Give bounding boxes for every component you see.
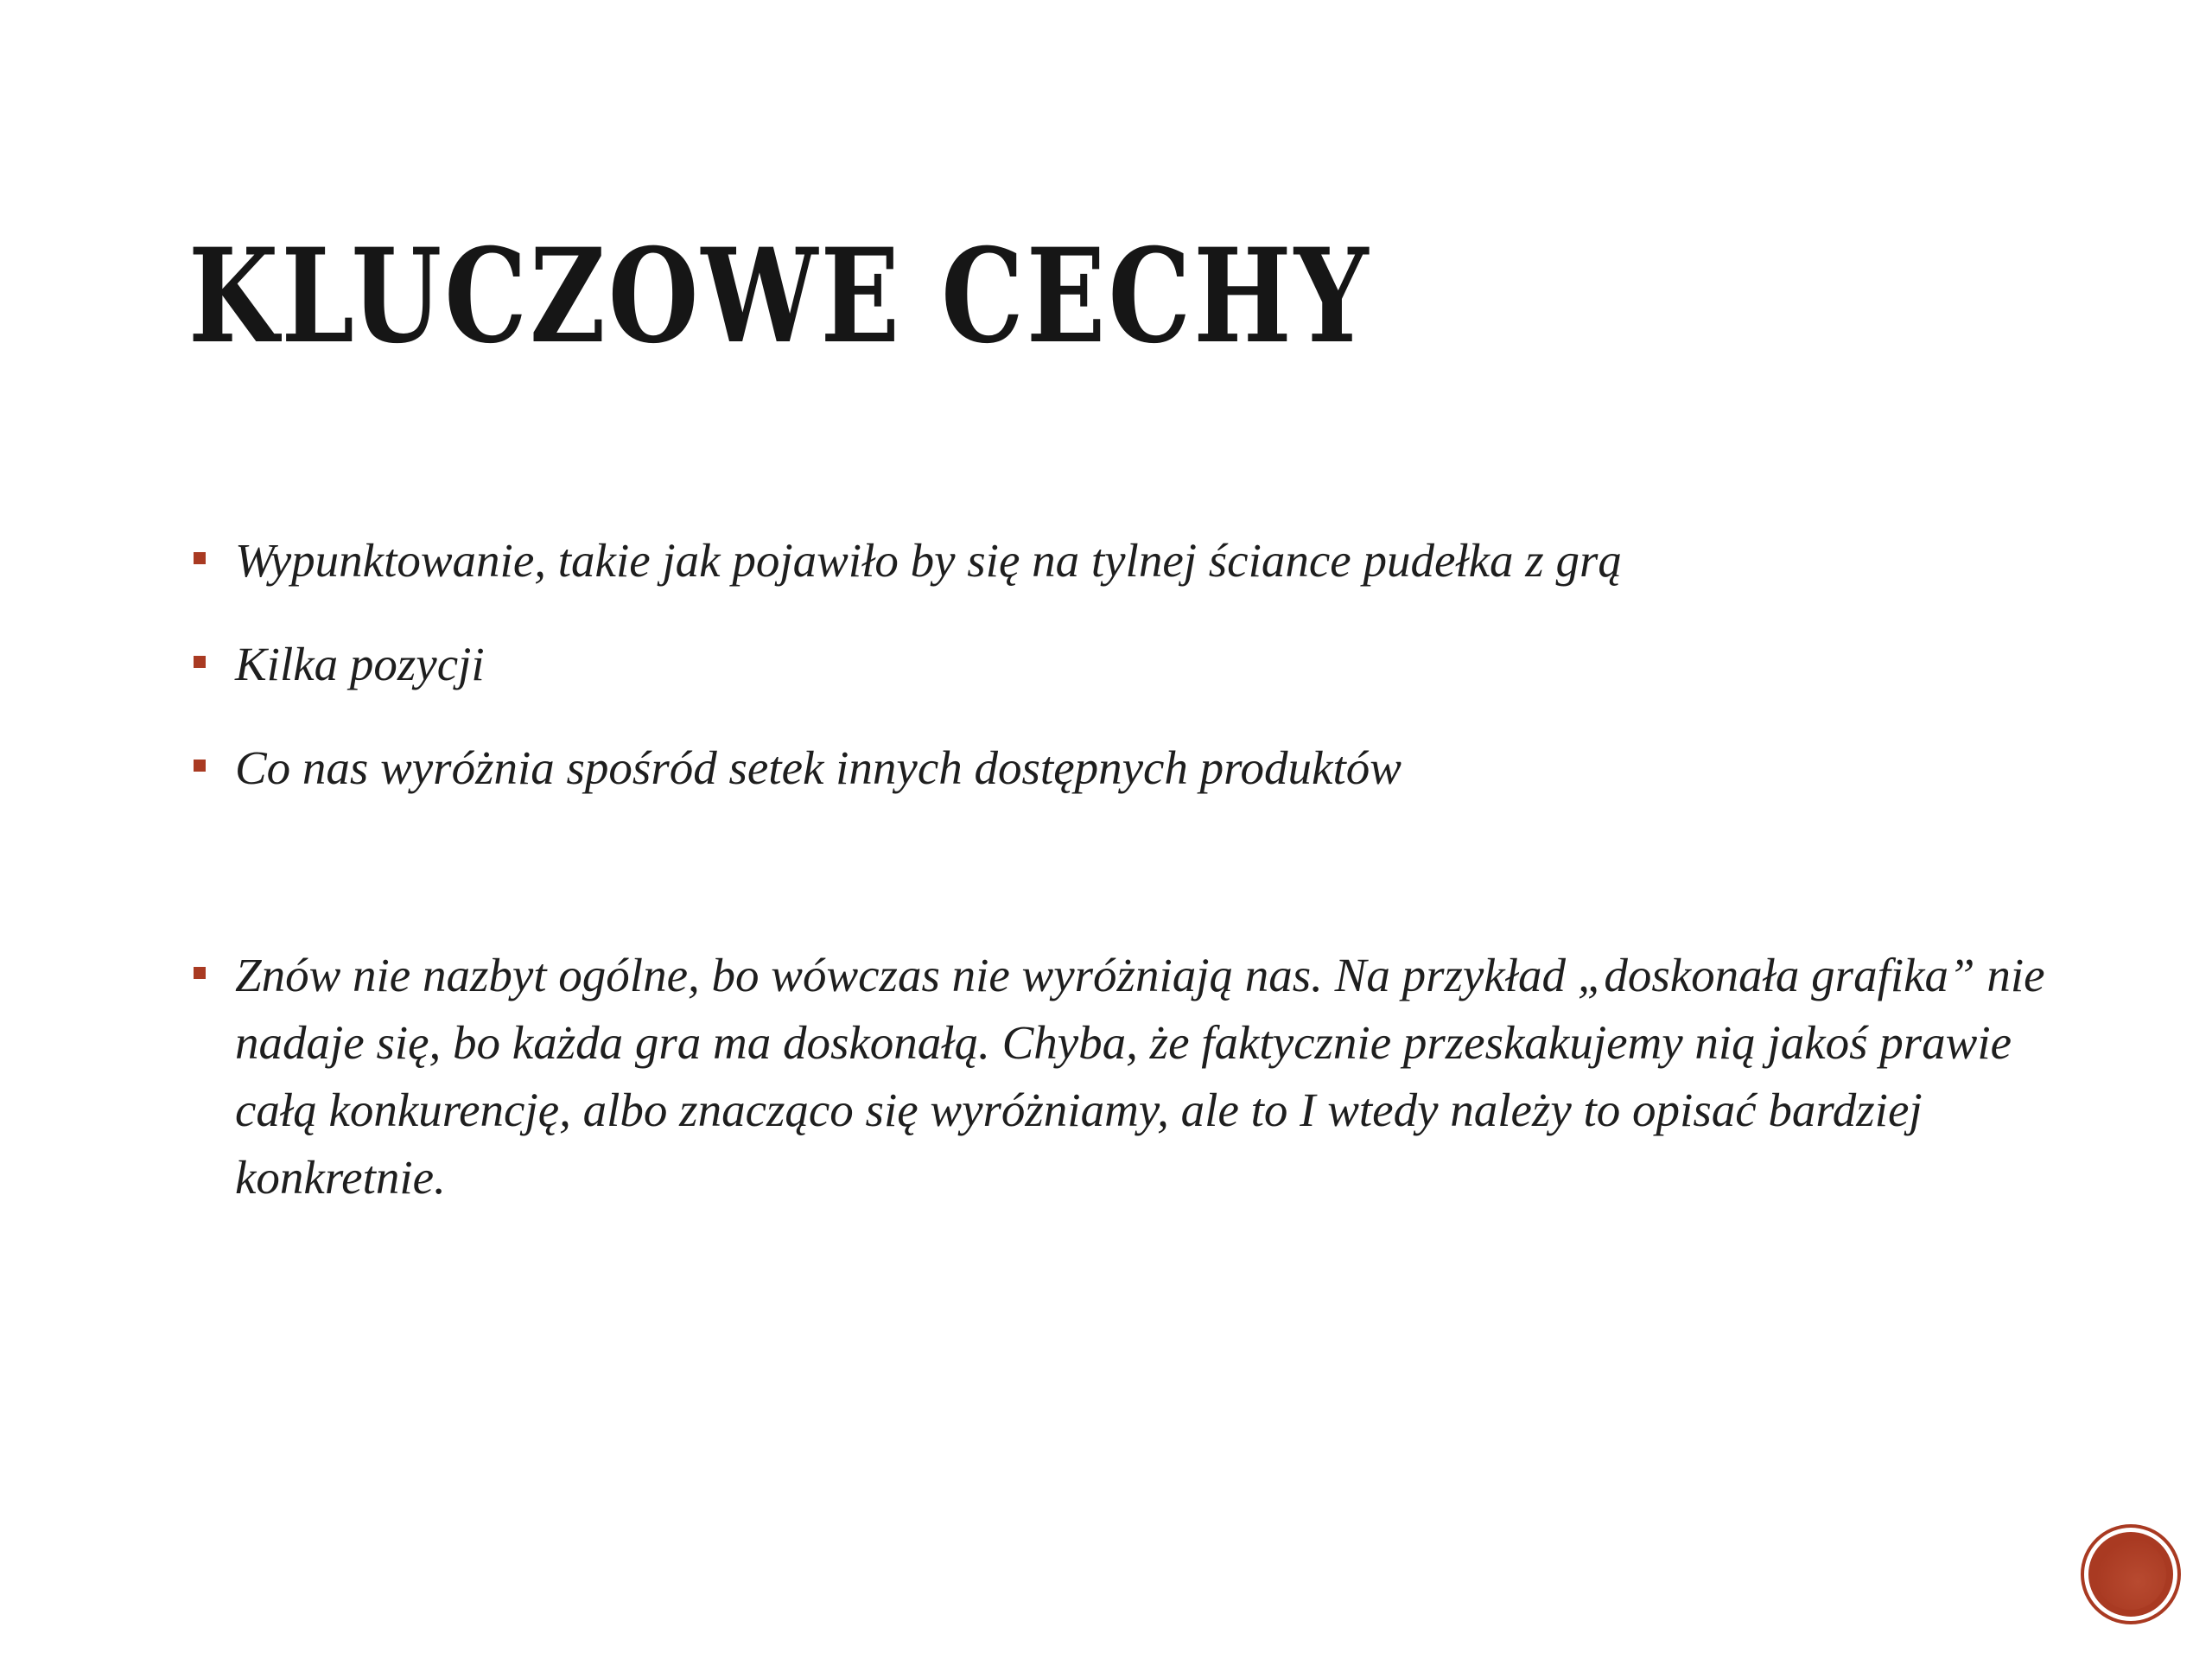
bullet-text: Co nas wyróżnia spośród setek innych dostępnych produktów [235,741,1402,794]
bullet-item-3 [192,734,2058,802]
square-bullet-icon [194,656,206,668]
square-bullet-icon [194,967,206,979]
bullet-item-2 [192,631,2058,698]
square-bullet-icon [194,552,206,564]
bullet-text: Kilka pozycji [235,638,485,690]
bullet-text: Wypunktowanie, takie jak pojawiło by się na tylnej ściance pudełka z grą [235,534,1622,587]
slide-title: KLUCZOWE CECHY [188,220,1371,372]
bullet-text: Znów nie nazbyt ogólne, bo wówczas nie wyróżniają nas. Na przykład „doskonała grafika” nie nadaje się, bo każda gra ma doskonałą. Chyba, że faktycznie przeskakujemy nią jakoś prawie całą konkurencję, albo znacząco się wyróżniamy, ale to I wtedy należy to opisać bardziej konkretnie. [235,949,2045,1204]
bullet-list [192,527,2058,1211]
bullet-item-4 [192,942,2058,1211]
square-bullet-icon [194,760,206,772]
circle-nav-icon[interactable] [2084,1528,2177,1621]
bullet-item-1 [192,527,2058,594]
